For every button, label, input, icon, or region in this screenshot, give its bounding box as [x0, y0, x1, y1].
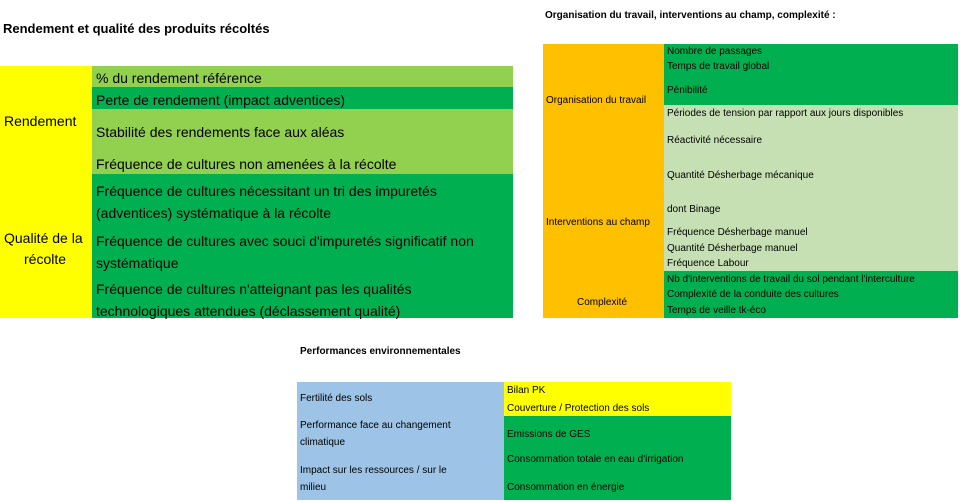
- fertilite-category-label: Fertilité des sols: [300, 393, 373, 404]
- organisation-item: Temps de travail global: [667, 61, 770, 72]
- environnement-item: Emissions de GES: [507, 429, 591, 440]
- climat-category-label-2: climatique: [300, 437, 346, 448]
- environnement-item: Couverture / Protection des sols: [507, 403, 650, 414]
- rendement-item: Perte de rendement (impact adventices): [96, 92, 346, 108]
- interventions-item: dont Binage: [667, 204, 721, 215]
- interventions-item: Périodes de tension par rapport aux jours disponibles: [667, 108, 904, 119]
- environnement-item: Consommation en énergie: [507, 482, 625, 493]
- organisation-section-title: Organisation du travail, interventions au champ, complexité :: [545, 10, 836, 21]
- qualite-category-cell: [0, 174, 92, 318]
- organisation-category-column: [543, 44, 664, 318]
- environnement-item: Consommation totale en eau d'irrigation: [507, 454, 684, 465]
- climat-category-label-1: Performance face au changement: [300, 420, 451, 431]
- interventions-item: Fréquence Désherbage manuel: [667, 227, 808, 238]
- interventions-category-label: Interventions au champ: [546, 217, 650, 228]
- interventions-item: Quantité Désherbage manuel: [667, 243, 798, 254]
- rendement-item: Stabilité des rendements face aux aléas: [96, 124, 345, 140]
- complexite-category-label: Complexité: [577, 297, 628, 308]
- rendement-category-label: Rendement: [4, 113, 77, 129]
- organisation-item: Nombre de passages: [667, 46, 763, 57]
- environnement-item: Bilan PK: [507, 385, 546, 396]
- interventions-item: Quantité Désherbage mécanique: [667, 170, 814, 181]
- complexite-item: Nb d'interventions de travail du sol pendant l'interculture: [667, 274, 915, 285]
- complexite-item: Temps de veille tk-éco: [667, 305, 766, 316]
- ressources-category-label-2: milieu: [300, 482, 327, 493]
- organisation-category-label: Organisation du travail: [546, 95, 647, 106]
- qualite-item: Fréquence de cultures avec souci d'impuretés significatif non systématique: [96, 233, 474, 271]
- qualite-item: Fréquence de cultures n'atteignant pas les qualités technologiques attendues (déclassement qualité): [96, 281, 412, 319]
- qualite-category-label-1: Qualité de la: [4, 230, 83, 246]
- complexite-item: Complexité de la conduite des cultures: [667, 289, 839, 300]
- qualite-category-label-2: récolte: [24, 251, 67, 267]
- rendement-item: % du rendement référence: [96, 70, 262, 86]
- interventions-item: Réactivité nécessaire: [667, 135, 763, 146]
- qualite-item: Fréquence de cultures nécessitant un tri des impuretés (adventices) systématique à la récolte: [96, 183, 437, 221]
- ressources-category-label-1: Impact sur les ressources / sur le: [300, 465, 447, 476]
- interventions-item: Fréquence Labour: [667, 258, 749, 269]
- organisation-item: Pénibilité: [667, 85, 708, 96]
- rendement-section-title: Rendement et qualité des produits récoltés: [3, 21, 270, 36]
- environnement-section-title: Performances environnementales: [300, 346, 461, 357]
- rendement-item: Fréquence de cultures non amenées à la récolte: [96, 156, 397, 172]
